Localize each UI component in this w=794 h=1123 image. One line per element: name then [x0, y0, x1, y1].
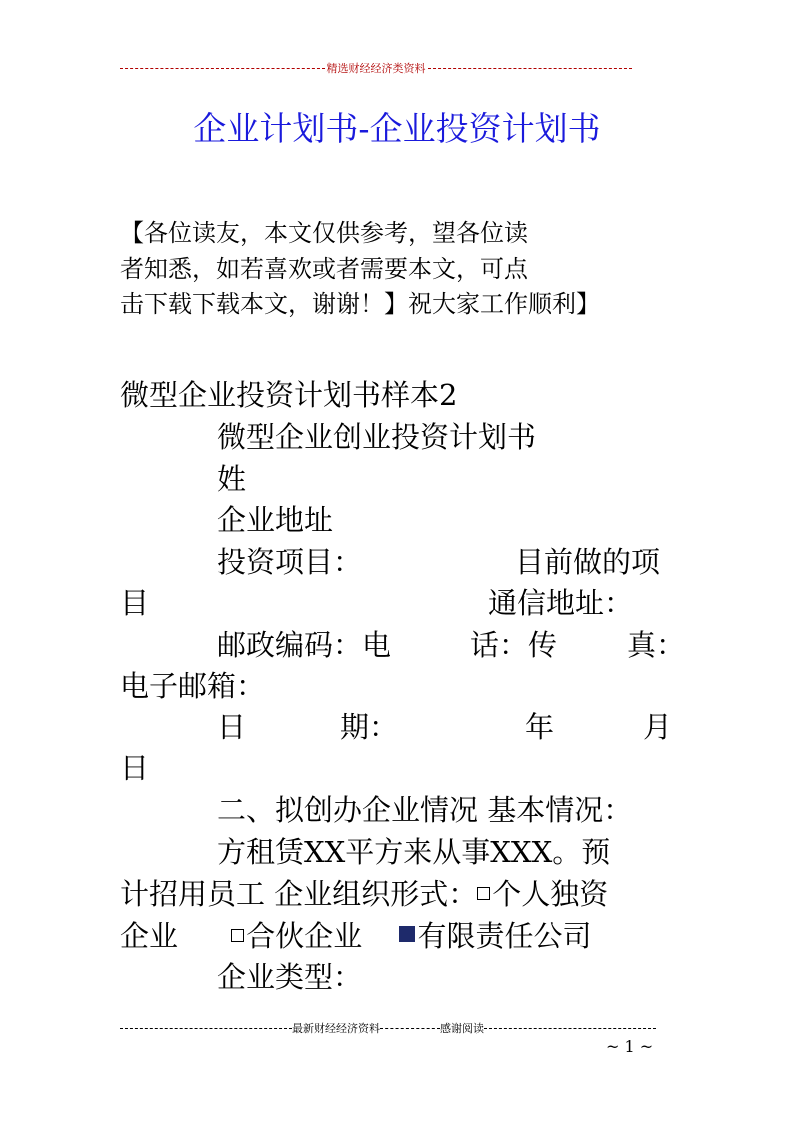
footer-rule-right — [484, 1028, 656, 1029]
enterprise-type-label: 企业类型： — [217, 960, 363, 994]
address-label: 企业地址 — [217, 503, 334, 537]
header-rule-left — [120, 68, 325, 69]
option-limited-company: 有限责任公司 — [417, 919, 592, 953]
fax-label: 真： — [627, 628, 686, 662]
option-partnership: 合伙企业 — [246, 919, 363, 953]
rent-text: 方租赁XX平方来从事XXX。预 — [217, 835, 611, 869]
checkbox-partnership — [231, 929, 244, 942]
notice-line-3: 击下载下载本文，谢谢！】祝大家工作顺利】 — [120, 290, 600, 318]
project-label-cont: 目 — [120, 586, 150, 620]
notice-line-1: 【各位读友，本文仅供参考，望各位读 — [120, 219, 528, 247]
header-text: 精选财经经济类资料 — [326, 62, 426, 75]
section-2-heading: 二、拟创办企业情况 基本情况： — [217, 793, 633, 827]
option-sole-proprietor: 个人独资 — [492, 877, 609, 911]
page-header — [120, 58, 632, 78]
checkbox-sole-proprietor — [477, 887, 490, 900]
notice-line-2: 者知悉，如若喜欢或者需要本文，可点 — [120, 255, 528, 283]
section-heading: 微型企业投资计划书样本2 — [120, 378, 458, 412]
staff-text: 计招用员工 企业组织形式： — [120, 877, 478, 911]
day-label: 日 — [120, 751, 150, 785]
footer-rule-middle — [380, 1028, 440, 1029]
enterprise-options — [120, 919, 592, 953]
phone-label: 话：传 — [470, 628, 558, 662]
project-label: 投资项目： — [217, 545, 363, 579]
current-project-label: 目前做的项 — [515, 545, 661, 579]
enterprise-text: 企业 — [120, 919, 179, 953]
footer-rule-left — [120, 1028, 292, 1029]
footer-right-text: 感谢阅读 — [440, 1022, 484, 1035]
page-number: ~ 1 ~ — [606, 1037, 654, 1056]
year-label: 年 — [525, 710, 555, 744]
postcode-label: 邮政编码：电 — [217, 628, 392, 662]
staff-org-form — [120, 877, 609, 911]
footer-left-text: 最新财经经济资料 — [292, 1022, 380, 1035]
document-title: 企业计划书-企业投资计划书 — [193, 109, 601, 148]
date-label-qi: 期： — [340, 710, 399, 744]
checkbox-limited-company — [399, 926, 415, 942]
header-rule-right — [428, 68, 633, 69]
sub-title: 微型企业创业投资计划书 — [217, 420, 537, 454]
month-label: 月 — [643, 710, 673, 744]
name-label: 姓 — [217, 462, 247, 496]
page-footer — [120, 1018, 656, 1038]
date-label-ri: 日 — [217, 710, 247, 744]
email-label: 电子邮箱： — [120, 669, 266, 703]
mail-address-label: 通信地址： — [488, 586, 634, 620]
